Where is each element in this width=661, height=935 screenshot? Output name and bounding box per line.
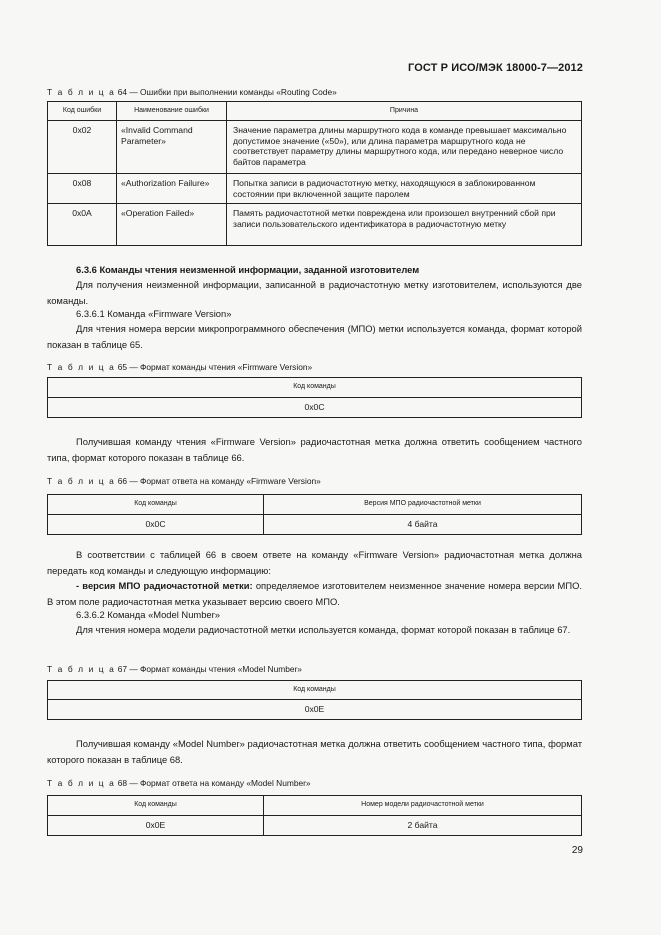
table66 [47,494,582,535]
table64-col-name: Наименование ошибки [117,102,227,121]
table68-label: Т а б л и ц а [47,778,116,788]
table66-label: Т а б л и ц а [47,476,116,486]
section-heading: 6.3.6 Команды чтения неизменной информации, заданной изготовителем [76,264,420,275]
table66-caption [47,476,321,486]
model-text: Для чтения номера модели радиочастотной метки используется команда, формат которой показан в таблице 67. [76,624,571,635]
table68-code-value: 0x0E [48,816,264,836]
table64-row2-reason: Попытка записи в радиочастотную метку, находящуюся в заблокированном состоянии при включенной защите паролем [227,174,582,204]
firmware-response-text: Получившая команду чтения «Firmware Version» радиочастотная метка должна ответить сообщением частного типа, формат которого показан в таблице 66. [47,436,582,463]
model-response-text: Получившая команду «Model Number» радиочастотная метка должна ответить сообщением частного типа, формат которого показан в таблице 68. [47,738,582,765]
table65-value: 0x0C [48,398,582,418]
subsection-firmware: 6.3.6.1 Команда «Firmware Version» [76,308,232,319]
table64-row3-code: 0x0A [48,204,117,246]
section-intro: Для получения неизменной информации, записанной в радиочастотную метку изготовителем, используются две команды. [47,279,582,306]
table64 [47,101,582,246]
table64-row1-name: «Invalid Command Parameter» [117,121,227,174]
table66-col-version: Версия МПО радиочастотной метки [264,495,582,515]
firmware-version-bullet [47,578,582,609]
table64-row2-code: 0x08 [48,174,117,204]
page-number: 29 [571,845,583,856]
table64-row3-reason: Память радиочастотной метки повреждена или произошел внутренний сбой при записи пользовательского идентификатора в радиочастотную метку [227,204,582,246]
table64-row2-name: «Authorization Failure» [117,174,227,204]
table67 [47,680,582,720]
table64-col-reason: Причина [227,102,582,121]
table67-caption [47,664,302,674]
table65-col-code: Код команды [48,378,582,398]
table66-title: 66 — Формат ответа на команду «Firmware Version» [117,476,321,486]
table68-title: 68 — Формат ответа на команду «Model Number» [117,778,311,788]
table65-caption [47,362,312,372]
table64-title: 64 — Ошибки при выполнении команды «Routing Code» [117,87,337,97]
table68-caption [47,778,311,788]
table64-label: Т а б л и ц а [47,87,116,97]
table64-caption [47,87,337,97]
table67-title: 67 — Формат команды чтения «Model Number» [117,664,302,674]
bullet-text: определяемое изготовителем неизменное значение номера версии МПО. В этом поле радиочастотная метка указывает версию своего МПО. [47,580,582,607]
table65 [47,377,582,418]
table66-version-value: 4 байта [264,515,582,535]
table67-col-code: Код команды [48,681,582,700]
table65-label: Т а б л и ц а [47,362,116,372]
bullet-term: - версия МПО радиочастотной метки: [76,580,253,591]
firmware-text: Для чтения номера версии микропрограммного обеспечения (МПО) метки используется команда, формат которой показан в таблице 65. [47,323,582,350]
table-row [48,204,582,246]
table64-col-code: Код ошибки [48,102,117,121]
table-row [48,174,582,204]
table66-col-code: Код команды [48,495,264,515]
table-row [48,121,582,174]
table68-col-code: Код команды [48,796,264,816]
table68-model-value: 2 байта [264,816,582,836]
subsection-model: 6.3.6.2 Команда «Model Number» [76,609,220,620]
standard-header: ГОСТ Р ИСО/МЭК 18000-7—2012 [408,62,583,74]
table68 [47,795,582,836]
table68-col-model: Номер модели радиочастотной метки [264,796,582,816]
table67-value: 0x0E [48,700,582,720]
after-table66-text: В соответствии с таблицей 66 в своем ответе на команду «Firmware Version» радиочастотная метка должна передать код команды и следующую информацию: [47,549,582,576]
table67-label: Т а б л и ц а [47,664,116,674]
table64-row1-reason: Значение параметра длины маршрутного кода в команде превышает максимально допустимое значение («50»), или длина параметра маршрутного кода не соответствует параметру длины маршрутного кода, или передано неверное число байтов параметра [227,121,582,174]
table64-row3-name: «Operation Failed» [117,204,227,246]
table64-row1-code: 0x02 [48,121,117,174]
table65-title: 65 — Формат команды чтения «Firmware Version» [117,362,313,372]
table66-code-value: 0x0C [48,515,264,535]
